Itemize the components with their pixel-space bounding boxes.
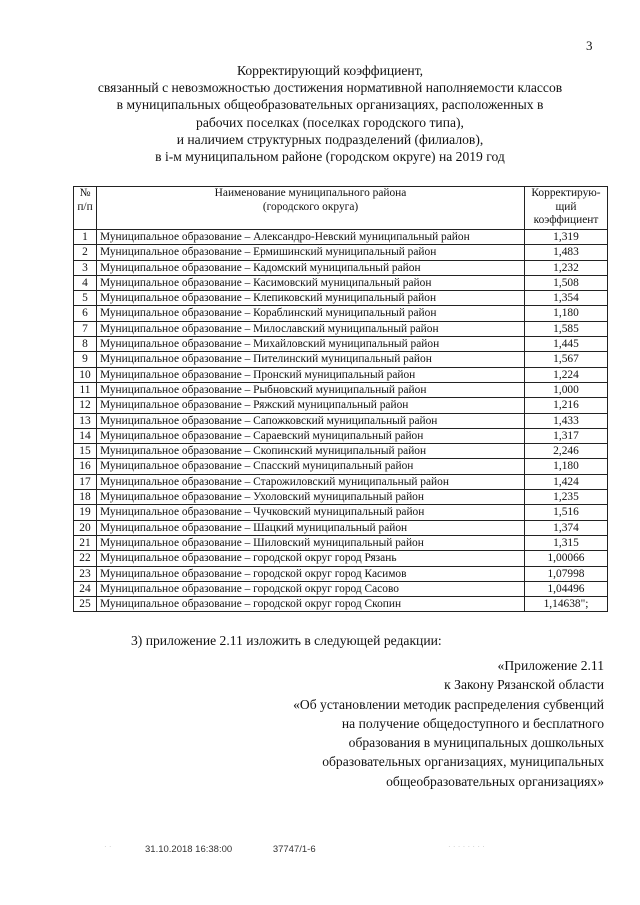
row-district-name: Муниципальное образование – Милославский муниципальный район <box>97 321 525 336</box>
row-number: 2 <box>74 245 97 260</box>
footer-datetime: 31.10.2018 16:38:00 <box>145 844 233 855</box>
table-row <box>74 275 608 290</box>
row-district-name: Муниципальное образование – городской округ город Рязань <box>97 551 525 566</box>
table-row <box>74 382 608 397</box>
row-number: 23 <box>74 566 97 581</box>
table-row <box>74 398 608 413</box>
row-coefficient: 1,180 <box>525 459 608 474</box>
row-district-name: Муниципальное образование – Пронский муниципальный район <box>97 367 525 382</box>
row-number: 15 <box>74 444 97 459</box>
row-district-name: Муниципальное образование – Ермишинский муниципальный район <box>97 245 525 260</box>
table-row <box>74 413 608 428</box>
row-number: 22 <box>74 551 97 566</box>
appendix-line: к Закону Рязанской области <box>444 677 604 693</box>
row-district-name: Муниципальное образование – городской округ город Касимов <box>97 566 525 581</box>
table-row <box>74 321 608 336</box>
row-district-name: Муниципальное образование – Старожиловский муниципальный район <box>97 474 525 489</box>
row-coefficient: 1,354 <box>525 291 608 306</box>
row-district-name: Муниципальное образование – Чучковский муниципальный район <box>97 505 525 520</box>
row-coefficient: 1,445 <box>525 337 608 352</box>
row-district-name: Муниципальное образование – Михайловский муниципальный район <box>97 337 525 352</box>
item-3-text: 3) приложение 2.11 изложить в следующей редакции: <box>131 633 442 648</box>
row-coefficient: 1,07998 <box>525 566 608 581</box>
row-number: 24 <box>74 581 97 596</box>
row-coefficient: 1,516 <box>525 505 608 520</box>
table-row <box>74 352 608 367</box>
row-number: 5 <box>74 291 97 306</box>
table-row <box>74 459 608 474</box>
row-district-name: Муниципальное образование – Ряжский муниципальный район <box>97 398 525 413</box>
row-number: 10 <box>74 367 97 382</box>
table-body <box>74 230 608 612</box>
row-district-name: Муниципальное образование – Шацкий муниципальный район <box>97 520 525 535</box>
header-num: № п/п <box>74 187 97 230</box>
table-row <box>74 551 608 566</box>
row-coefficient: 1,567 <box>525 352 608 367</box>
table-row <box>74 581 608 596</box>
title-line: в i-м муниципальном районе (городском округе) на 2019 год <box>155 149 505 165</box>
table-row <box>74 505 608 520</box>
footer-doc-id: 37747/1-6 <box>272 844 316 855</box>
row-coefficient: 1,424 <box>525 474 608 489</box>
header-name: Наименование муниципального района (городского округа) <box>97 187 525 230</box>
row-district-name: Муниципальное образование – Рыбновский муниципальный район <box>97 382 525 397</box>
faint-scan-mark: · · <box>104 842 112 851</box>
table-row <box>74 245 608 260</box>
row-district-name: Муниципальное образование – Пителинский муниципальный район <box>97 352 525 367</box>
row-number: 16 <box>74 459 97 474</box>
table-row <box>74 444 608 459</box>
row-coefficient: 2,246 <box>525 444 608 459</box>
appendix-heading <box>184 656 604 791</box>
row-number: 6 <box>74 306 97 321</box>
row-coefficient: 1,00066 <box>525 551 608 566</box>
row-coefficient: 1,04496 <box>525 581 608 596</box>
row-number: 20 <box>74 520 97 535</box>
table-row <box>74 566 608 581</box>
table-row <box>74 520 608 535</box>
row-coefficient: 1,000 <box>525 382 608 397</box>
table-row <box>74 428 608 443</box>
row-coefficient: 1,232 <box>525 260 608 275</box>
row-number: 14 <box>74 428 97 443</box>
document-title <box>60 62 600 165</box>
row-coefficient: 1,317 <box>525 428 608 443</box>
row-number: 12 <box>74 398 97 413</box>
row-district-name: Муниципальное образование – городской округ город Сасово <box>97 581 525 596</box>
row-number: 21 <box>74 535 97 550</box>
row-number: 7 <box>74 321 97 336</box>
table-header-row <box>74 187 608 230</box>
row-coefficient: 1,235 <box>525 490 608 505</box>
table-row <box>74 474 608 489</box>
row-district-name: Муниципальное образование – Спасский муниципальный район <box>97 459 525 474</box>
row-coefficient: 1,224 <box>525 367 608 382</box>
footer <box>145 844 354 855</box>
table-row <box>74 260 608 275</box>
table-row <box>74 597 608 612</box>
coefficient-table <box>73 186 608 612</box>
appendix-line: общеобразовательных организациях» <box>386 773 604 789</box>
title-line: рабочих поселках (поселках городского типа), <box>196 114 464 130</box>
row-number: 25 <box>74 597 97 612</box>
row-coefficient: 1,216 <box>525 398 608 413</box>
row-district-name: Муниципальное образование – Кораблинский муниципальный район <box>97 306 525 321</box>
row-coefficient: 1,374 <box>525 520 608 535</box>
appendix-line: образования в муниципальных дошкольных <box>348 735 604 751</box>
row-coefficient: 1,180 <box>525 306 608 321</box>
row-coefficient: 1,14638"; <box>525 597 608 612</box>
table-row <box>74 337 608 352</box>
appendix-line: «Об установлении методик распределения субвенций <box>293 696 604 712</box>
row-coefficient: 1,585 <box>525 321 608 336</box>
table-row <box>74 291 608 306</box>
table-row <box>74 535 608 550</box>
row-district-name: Муниципальное образование – Касимовский муниципальный район <box>97 275 525 290</box>
row-coefficient: 1,319 <box>525 230 608 245</box>
row-district-name: Муниципальное образование – Скопинский муниципальный район <box>97 444 525 459</box>
row-number: 11 <box>74 382 97 397</box>
appendix-line: образовательных организациях, муниципальных <box>322 754 604 770</box>
appendix-line: «Приложение 2.11 <box>497 658 604 673</box>
table-row <box>74 367 608 382</box>
row-number: 3 <box>74 260 97 275</box>
row-district-name: Муниципальное образование – Кадомский муниципальный район <box>97 260 525 275</box>
row-number: 17 <box>74 474 97 489</box>
row-district-name: Муниципальное образование – Александро-Невский муниципальный район <box>97 230 525 245</box>
faint-scan-mark: · · · · · · · · <box>448 842 485 851</box>
row-district-name: Муниципальное образование – городской округ город Скопин <box>97 597 525 612</box>
row-district-name: Муниципальное образование – Ухоловский муниципальный район <box>97 490 525 505</box>
row-number: 4 <box>74 275 97 290</box>
table-row <box>74 490 608 505</box>
title-line: в муниципальных общеобразовательных организациях, расположенных в <box>116 97 544 113</box>
page-number: 3 <box>586 38 593 53</box>
table-row <box>74 306 608 321</box>
title-line: Корректирующий коэффициент, <box>236 63 424 78</box>
title-line: связанный с невозможностью достижения нормативной наполняемости классов <box>97 80 563 96</box>
row-district-name: Муниципальное образование – Сапожковский муниципальный район <box>97 413 525 428</box>
appendix-line: на получение общедоступного и бесплатного <box>341 715 604 731</box>
row-number: 8 <box>74 337 97 352</box>
row-district-name: Муниципальное образование – Клепиковский муниципальный район <box>97 291 525 306</box>
row-coefficient: 1,483 <box>525 245 608 260</box>
row-number: 9 <box>74 352 97 367</box>
title-line: и наличием структурных подразделений (филиалов), <box>176 131 484 147</box>
row-number: 18 <box>74 490 97 505</box>
row-number: 1 <box>74 230 97 245</box>
row-coefficient: 1,315 <box>525 535 608 550</box>
table-row <box>74 230 608 245</box>
header-value: Корректирую- щий коэффициент <box>525 187 608 230</box>
row-district-name: Муниципальное образование – Сараевский муниципальный район <box>97 428 525 443</box>
row-number: 19 <box>74 505 97 520</box>
row-district-name: Муниципальное образование – Шиловский муниципальный район <box>97 535 525 550</box>
row-coefficient: 1,433 <box>525 413 608 428</box>
row-coefficient: 1,508 <box>525 275 608 290</box>
row-number: 13 <box>74 413 97 428</box>
